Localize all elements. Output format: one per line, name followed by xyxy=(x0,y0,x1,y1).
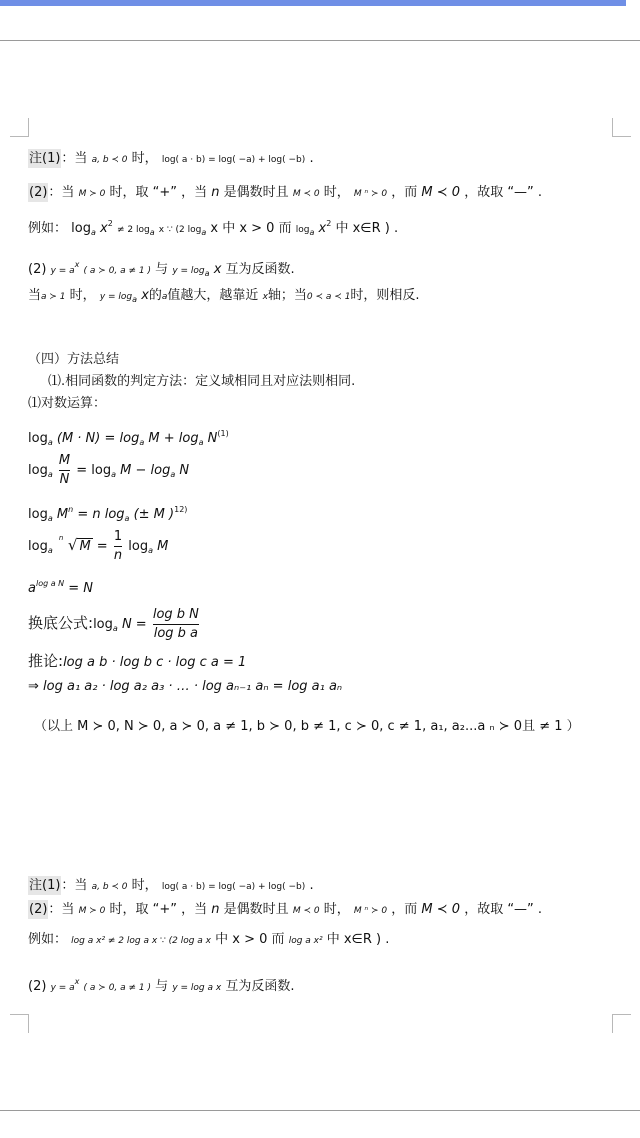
corner-mark-top-right xyxy=(612,118,631,137)
note-label: 注(1) xyxy=(29,151,61,166)
corner-mark-bottom-left xyxy=(10,1014,29,1033)
page-bottom-border xyxy=(0,1110,640,1111)
top-accent-bar xyxy=(0,0,626,6)
note-line-1: 注(1)：当 a, b ≺ 0 时， log( a · b) = log( −a) + log( −b) . xyxy=(29,151,314,166)
inverse-line-2: 当a ≻ 1 时， $y = \log_a x$的a值越大，越靠近 x轴；当0 ≺ a ≺ 1时，则相反. xyxy=(28,288,420,304)
section-item-2: ⑴对数运算： xyxy=(28,396,107,411)
repeat-inverse-line: (2) $y = a^x$ ( a ≻ 0, a ≠ 1 ) 与 y = log a x 互为反函数. xyxy=(28,977,295,994)
fraction-1-over-n: $\frac{1}{n}$ xyxy=(113,529,123,563)
formula-power-rule: $\log_a M^n = n$ $\log_a$ (± M )$^{12)}$ xyxy=(28,505,188,523)
corner-mark-bottom-right xyxy=(612,1014,631,1033)
formula-conditions: （以上 M ≻ 0, N ≻ 0, a ≻ 0, a ≠ 1, b ≻ 0, b ≠ 1, c ≻ 0, c ≠ 1, a₁, a₂...a ₙ ≻ 0且 ≠ 1 ） xyxy=(34,719,580,734)
formula-corollary: 推论:log a b · log b c · log c a = 1 xyxy=(28,652,247,670)
section-item-1: ⑴.相同函数的判定方法：定义域相同且对应法则相同. xyxy=(48,374,356,389)
note-line-3: 例如： $\log_a x^2 \ne 2$ $\log_a x$ ∵ (2 $\log_a x$ 中 x > 0 而 $\log_a x^2$ 中 x∈R ) . xyxy=(28,219,399,237)
note-line-2: (2)：当 M ≻ 0 时，取 “+” ，当 n 是偶数时且 M ≺ 0 时， M ⁿ ≻ 0 ，而 M ≺ 0 ，故取 “—” . xyxy=(29,185,543,200)
formula-chain-rule: ⇒ log a₁ a₂ · log a₂ a₃ · … · log aₙ₋₁ aₙ = log a₁ aₙ xyxy=(28,679,343,694)
repeat-note-line-2: (2)：当 M ≻ 0 时，取 “+” ，当 n 是偶数时且 M ≺ 0 时， M ⁿ ≻ 0 ，而 M ≺ 0 ，故取 “—” . xyxy=(29,902,543,917)
section-heading: （四）方法总结 xyxy=(28,352,120,367)
formula-quotient-rule: $\log_a$ $\frac{M}{N}$ = $\log_a M - \log_a N$ xyxy=(28,453,190,487)
fraction-change-of-base: $\frac{\text{log b N}}{\text{log b a}}$ xyxy=(152,607,199,641)
formula-identity: $a^{log a N} = N$ xyxy=(28,579,94,596)
repeat-note-line-3: 例如： log a x² ≠ 2 log a x ∵ (2 log a x 中 x > 0 而 log a x² 中 x∈R ) . xyxy=(28,932,390,947)
page-top-border xyxy=(0,40,640,41)
formula-root-rule: $\log_a$ n √ M = $\frac{1}{n}$ $\log_a M$ xyxy=(28,529,169,563)
fraction-m-over-n: $\frac{M}{N}$ xyxy=(58,453,71,487)
nth-root: n √ M xyxy=(58,534,91,554)
corner-mark-top-left xyxy=(10,118,29,137)
inverse-line-1: (2) $y = a^x$ ( a ≻ 0, a ≠ 1 ) 与 $y = \log_a x$ 互为反函数. xyxy=(28,260,295,278)
formula-product-rule: $\log_a (M \cdot N) = \log_a M + \log_a N^{(1)}$ xyxy=(28,429,229,447)
formula-change-of-base: 换底公式$:\log_a$ N = $\frac{\text{log b N}}{\text{log b a}}$ xyxy=(28,607,199,641)
repeat-note-line-1: 注(1)：当 a, b ≺ 0 时， log( a · b) = log( −a) + log( −b) . xyxy=(29,878,314,893)
